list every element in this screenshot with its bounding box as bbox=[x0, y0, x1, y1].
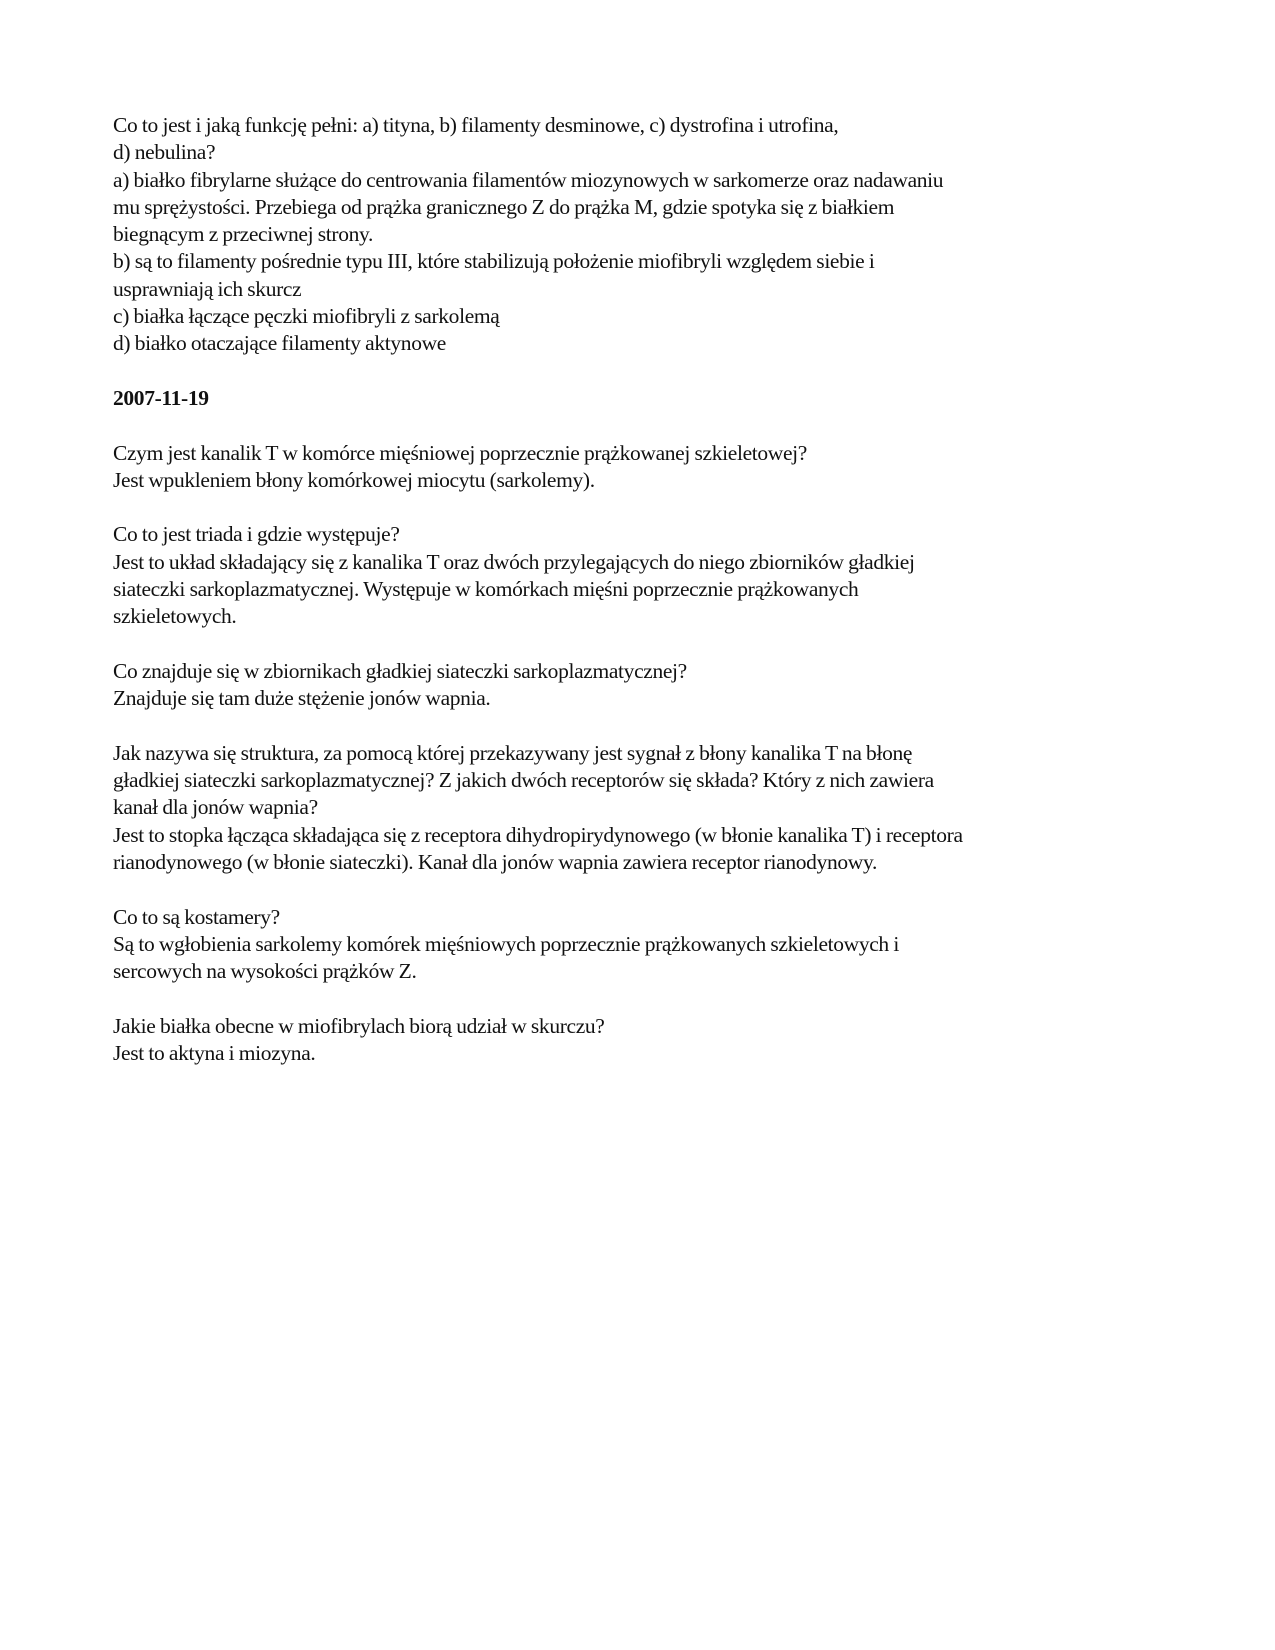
answer-line: mu sprężystości. Przebiega od prążka granicznego Z do prążka M, gdzie spotyka się z białkiem bbox=[113, 194, 895, 219]
question-line: gładkiej siateczki sarkoplazmatycznej? Z jakich dwóch receptorów się składa? Który z nich zawiera bbox=[113, 768, 934, 793]
question-line: Co to jest i jaką funkcję pełni: a) tityna, b) filamenty desminowe, c) dystrofina i utrofina, bbox=[113, 113, 839, 137]
qa-block bbox=[113, 521, 1153, 630]
qa-block-intro bbox=[113, 112, 1153, 358]
blank-line bbox=[113, 412, 1153, 439]
date-heading: 2007-11-19 bbox=[113, 385, 209, 410]
answer-line: c) białka łączące pęczki miofibryli z sarkolemą bbox=[113, 304, 500, 329]
answer-line: Jest wpukleniem błony komórkowej miocytu (sarkolemy). bbox=[113, 467, 595, 492]
qa-block bbox=[113, 1013, 1153, 1068]
answer-line: rianodynowego (w błonie siateczki). Kanał dla jonów wapnia zawiera receptor rianodynowy. bbox=[113, 850, 877, 875]
question-line: Czym jest kanalik T w komórce mięśniowej poprzecznie prążkowanej szkieletowej? bbox=[113, 440, 807, 465]
answer-line: d) białko otaczające filamenty aktynowe bbox=[113, 331, 446, 356]
document-page bbox=[113, 112, 1153, 1067]
qa-block bbox=[113, 658, 1153, 713]
question-line: kanał dla jonów wapnia? bbox=[113, 795, 318, 820]
answer-line: Jest to stopka łącząca składająca się z receptora dihydropirydynowego (w błonie kanalika T) i receptora bbox=[113, 822, 963, 847]
qa-block bbox=[113, 440, 1153, 495]
answer-line: Jest to aktyna i miozyna. bbox=[113, 1041, 316, 1066]
answer-line: biegnącym z przeciwnej strony. bbox=[113, 222, 374, 247]
answer-line: sercowych na wysokości prążków Z. bbox=[113, 959, 417, 984]
question-line: Jak nazywa się struktura, za pomocą której przekazywany jest sygnał z błony kanalika T na błonę bbox=[113, 740, 913, 765]
answer-line: Znajduje się tam duże stężenie jonów wapnia. bbox=[113, 686, 491, 711]
blank-line bbox=[113, 713, 1153, 740]
question-line: Co znajduje się w zbiornikach gładkiej siateczki sarkoplazmatycznej? bbox=[113, 658, 687, 683]
question-line: d) nebulina? bbox=[113, 140, 216, 165]
answer-line: szkieletowych. bbox=[113, 604, 237, 629]
qa-block bbox=[113, 740, 1153, 876]
question-line: Jakie białka obecne w miofibrylach biorą udział w skurczu? bbox=[113, 1013, 605, 1038]
answer-line: Jest to układ składający się z kanalika T oraz dwóch przylegających do niego zbiorników gładkiej bbox=[113, 549, 915, 574]
blank-line bbox=[113, 876, 1153, 903]
answer-line: usprawniają ich skurcz bbox=[113, 276, 302, 301]
blank-line bbox=[113, 986, 1153, 1013]
question-line: Co to są kostamery? bbox=[113, 904, 280, 929]
answer-line: Są to wgłobienia sarkolemy komórek mięśniowych poprzecznie prążkowanych szkieletowych i bbox=[113, 931, 899, 956]
blank-line bbox=[113, 494, 1153, 521]
question-line: Co to jest triada i gdzie występuje? bbox=[113, 522, 400, 547]
qa-block bbox=[113, 904, 1153, 986]
blank-line bbox=[113, 631, 1153, 658]
answer-line: b) są to filamenty pośrednie typu III, które stabilizują położenie miofibryli względem siebie i bbox=[113, 249, 875, 274]
blank-line bbox=[113, 358, 1153, 385]
answer-line: a) białko fibrylarne służące do centrowania filamentów miozynowych w sarkomerze oraz nadawaniu bbox=[113, 167, 944, 192]
answer-line: siateczki sarkoplazmatycznej. Występuje w komórkach mięśni poprzecznie prążkowanych bbox=[113, 577, 859, 602]
